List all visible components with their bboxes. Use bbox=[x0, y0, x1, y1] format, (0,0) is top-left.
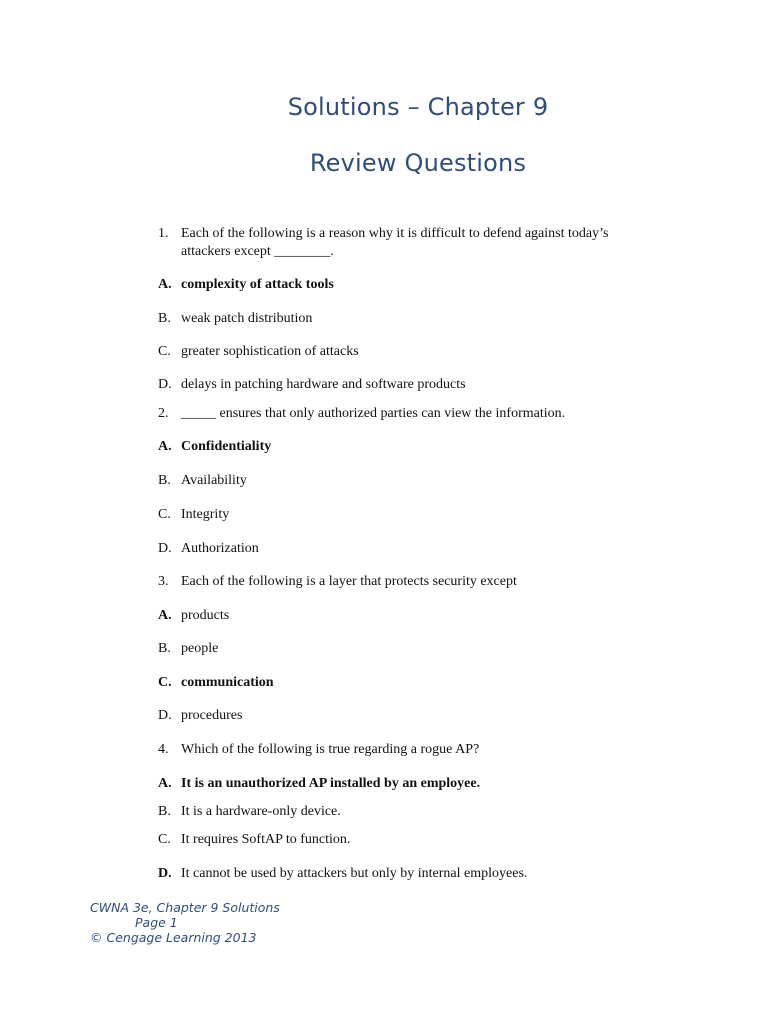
question-number: 1. bbox=[158, 226, 169, 241]
option-text: delays in patching hardware and software products bbox=[181, 377, 466, 392]
page-subtitle: Review Questions bbox=[309, 149, 527, 177]
option-text: people bbox=[181, 641, 219, 656]
question-number: 2. bbox=[158, 406, 169, 421]
option-letter: D. bbox=[158, 708, 172, 723]
option-letter: B. bbox=[158, 311, 171, 326]
question-4-stem bbox=[158, 741, 479, 759]
answer-option-correct bbox=[158, 775, 480, 793]
answer-option bbox=[158, 865, 527, 883]
answer-option bbox=[158, 506, 229, 524]
option-letter: C. bbox=[158, 507, 171, 522]
option-letter: C. bbox=[158, 675, 172, 690]
option-letter: A. bbox=[158, 439, 172, 454]
option-text: Availability bbox=[181, 473, 247, 488]
option-text: Authorization bbox=[181, 541, 259, 556]
option-letter: A. bbox=[158, 277, 172, 292]
answer-option bbox=[158, 472, 247, 490]
question-text: Each of the following is a reason why it is difficult to defend against today’s bbox=[181, 226, 609, 241]
footer-course: CWNA 3e, Chapter 9 Solutions bbox=[90, 900, 280, 915]
question-text: Each of the following is a layer that protects security except bbox=[181, 574, 517, 589]
answer-option-correct bbox=[158, 438, 271, 456]
option-letter: D. bbox=[158, 377, 172, 392]
question-1-stem bbox=[158, 225, 608, 243]
option-letter: D. bbox=[158, 866, 172, 881]
question-3-stem bbox=[158, 573, 517, 591]
answer-option bbox=[158, 607, 229, 625]
answer-option-correct bbox=[158, 674, 274, 692]
option-letter: B. bbox=[158, 804, 171, 819]
option-text: It is a hardware-only device. bbox=[181, 804, 341, 819]
option-text: products bbox=[181, 608, 230, 623]
answer-option bbox=[158, 540, 259, 558]
footer-copyright: © Cengage Learning 2013 bbox=[90, 930, 257, 945]
option-text: greater sophistication of attacks bbox=[181, 344, 359, 359]
question-text: _____ ensures that only authorized parties can view the information. bbox=[181, 406, 566, 421]
answer-option bbox=[158, 310, 312, 328]
option-letter: D. bbox=[158, 541, 172, 556]
option-text: communication bbox=[181, 675, 274, 690]
question-number: 4. bbox=[158, 742, 169, 757]
option-letter: C. bbox=[158, 832, 171, 847]
answer-option bbox=[158, 640, 218, 658]
option-text: Integrity bbox=[181, 507, 230, 522]
answer-option bbox=[158, 831, 350, 849]
page-title: Solutions – Chapter 9 bbox=[287, 93, 549, 121]
option-letter: B. bbox=[158, 473, 171, 488]
option-letter: A. bbox=[158, 776, 172, 791]
answer-option bbox=[158, 343, 359, 361]
option-letter: B. bbox=[158, 641, 171, 656]
option-text: procedures bbox=[181, 708, 243, 723]
option-text: Confidentiality bbox=[181, 439, 272, 454]
answer-option-correct bbox=[158, 276, 334, 294]
answer-option bbox=[158, 803, 341, 821]
option-letter: C. bbox=[158, 344, 171, 359]
answer-option bbox=[158, 376, 466, 394]
question-text: Which of the following is true regarding a rogue AP? bbox=[181, 742, 480, 757]
option-text: It is an unauthorized AP installed by an employee. bbox=[181, 776, 481, 791]
option-letter: A. bbox=[158, 608, 172, 623]
question-number: 3. bbox=[158, 574, 169, 589]
question-2-stem bbox=[158, 405, 565, 423]
option-text: It requires SoftAP to function. bbox=[181, 832, 351, 847]
option-text: weak patch distribution bbox=[181, 311, 313, 326]
option-text: complexity of attack tools bbox=[181, 277, 334, 292]
question-1-stem-continued: attackers except ________. bbox=[181, 244, 334, 259]
option-text: It cannot be used by attackers but only by internal employees. bbox=[181, 866, 528, 881]
answer-option bbox=[158, 707, 242, 725]
footer-page-number: Page 1 bbox=[135, 915, 178, 930]
